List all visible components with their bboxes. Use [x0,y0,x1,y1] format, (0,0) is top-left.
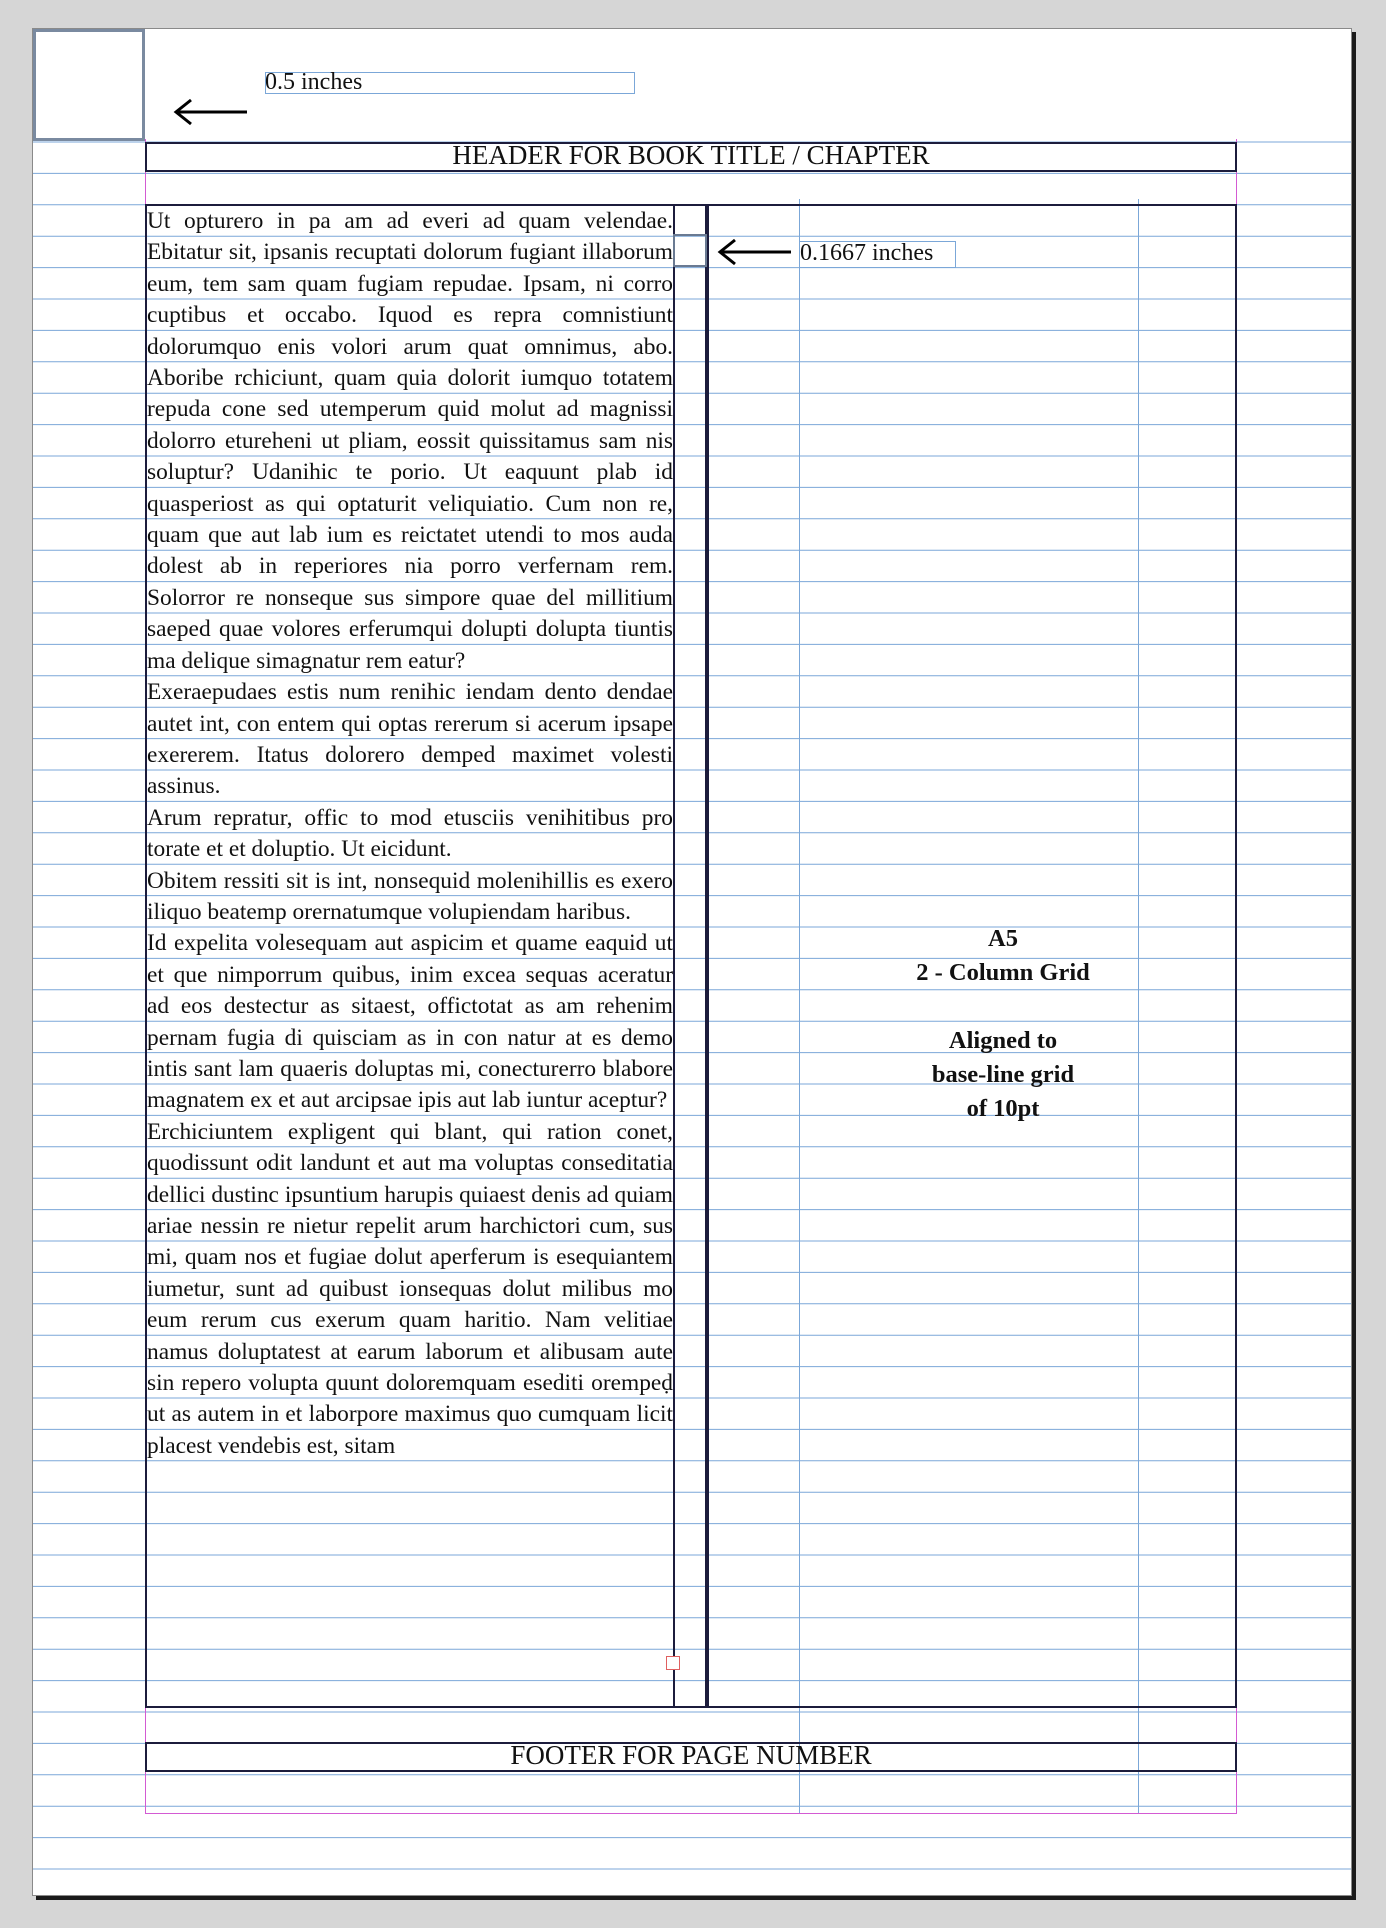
paragraph: Obitem ressiti sit is int, nonsequid molenihillis es exero iliquo beatemp orernatumque volupiendam haribus. [147,867,673,925]
footer-text: FOOTER FOR PAGE NUMBER [510,1740,872,1770]
header-text: HEADER FOR BOOK TITLE / CHAPTER [452,140,930,170]
gutter-label: 0.1667 inches [800,240,934,266]
arrow-left-icon [171,97,251,127]
gutter-sample-box [673,234,707,267]
header-frame [145,142,1237,172]
info-line: A5 [988,925,1018,952]
paragraph: Ut opturero in pa am ad everi ad quam velendae. Ebitatur sit, ipsanis recuptati dolorum fugiant illaborum eum, tem sam quam fugiam repudae. Ipsam, ni corro cuptibus et occabo. Iquod es repra comnistiunt dolorumquo enis volori arum quat omnimus, abo. Aboribe rchiciunt, quam quia dolorit iumquo totatem repuda cone sed utemperum quid molut ad magnissi dolorro etureheni ut pliam, eossit quissitamus sam nis soluptur? Udanihic te porio. Ut eaquunt plab id quasperiost as qui optaturit veliquiatio. Cum non re, quam que aut lab ium es reictatet utendi to mos auda dolest ab in reperiores nia porro verfernam rem. Solorror re nonseque sus simpore quae del millitium saeped quae volores erferumqui dolupti dolupta tiuntis ma delique simagnatur rem eatur? [147,208,673,674]
info-line: of 10pt [966,1095,1040,1122]
paragraph: Id expelita volesequam aut aspicim et quame eaquid ut et que nimporrum quibus, inim excea sequas aceratur ad eos destectur as sitaest, offictotat as am rehenim pernam fugia di quisciam as in con natur at es demo intis sant lam quaeris doluptas mi, conecturerro blabore magnatem ex et aut arcipsae ipis aut lab iuntur aceptur? [147,930,673,1114]
margin-label: 0.5 inches [265,69,363,95]
info-line: Aligned to [948,1027,1058,1054]
body-text [147,206,673,1704]
grid-info [813,922,1193,1126]
footer-frame [145,1742,1237,1772]
margin-guide-bottom [145,1813,1237,1814]
gutter-column [673,204,707,1708]
info-line: base-line grid [931,1061,1075,1088]
arrow-left-icon [715,237,795,267]
overset-text-marker [666,1656,680,1670]
paragraph: Arum repratur, offic to mod etusciis venihitibus pro torate et et doluptio. Ut eicidunt. [147,804,673,863]
info-line: 2 - Column Grid [916,959,1090,986]
info-spacer [813,990,1193,1024]
margin-sample-box [33,29,145,141]
paragraph: Exeraepudaes estis num renihic iendam dento dendae autet int, con entem qui optas rererum si acerum ipsape exererem. Itatus dolorero demped maximet volesti assinus. [147,679,673,800]
paragraph: Erchiciuntem expligent qui blant, qui ration conet, quodissunt odit landunt et aut ma voluptas conseditatia dellici dustinc ipsuntium harupis quiaest denis ad quiam ariae nessin re nietur repelit arum harchictori cum, sus mi, quam nos et fugiae dolut aperferum is esequiantem iumetur, sunt ad quibust ionsequas dolut milibus mo eum rerum cus exerum quam haritio. Nam velitiae namus doluptatest at earum laborum et alibusam aute sin repero volupta quunt doloremquam esediti orempeḍ ut as autem in et laborpore maximus quo cumquam licit placest vendebis est, sitam [147,1118,673,1459]
document-page [32,28,1352,1896]
